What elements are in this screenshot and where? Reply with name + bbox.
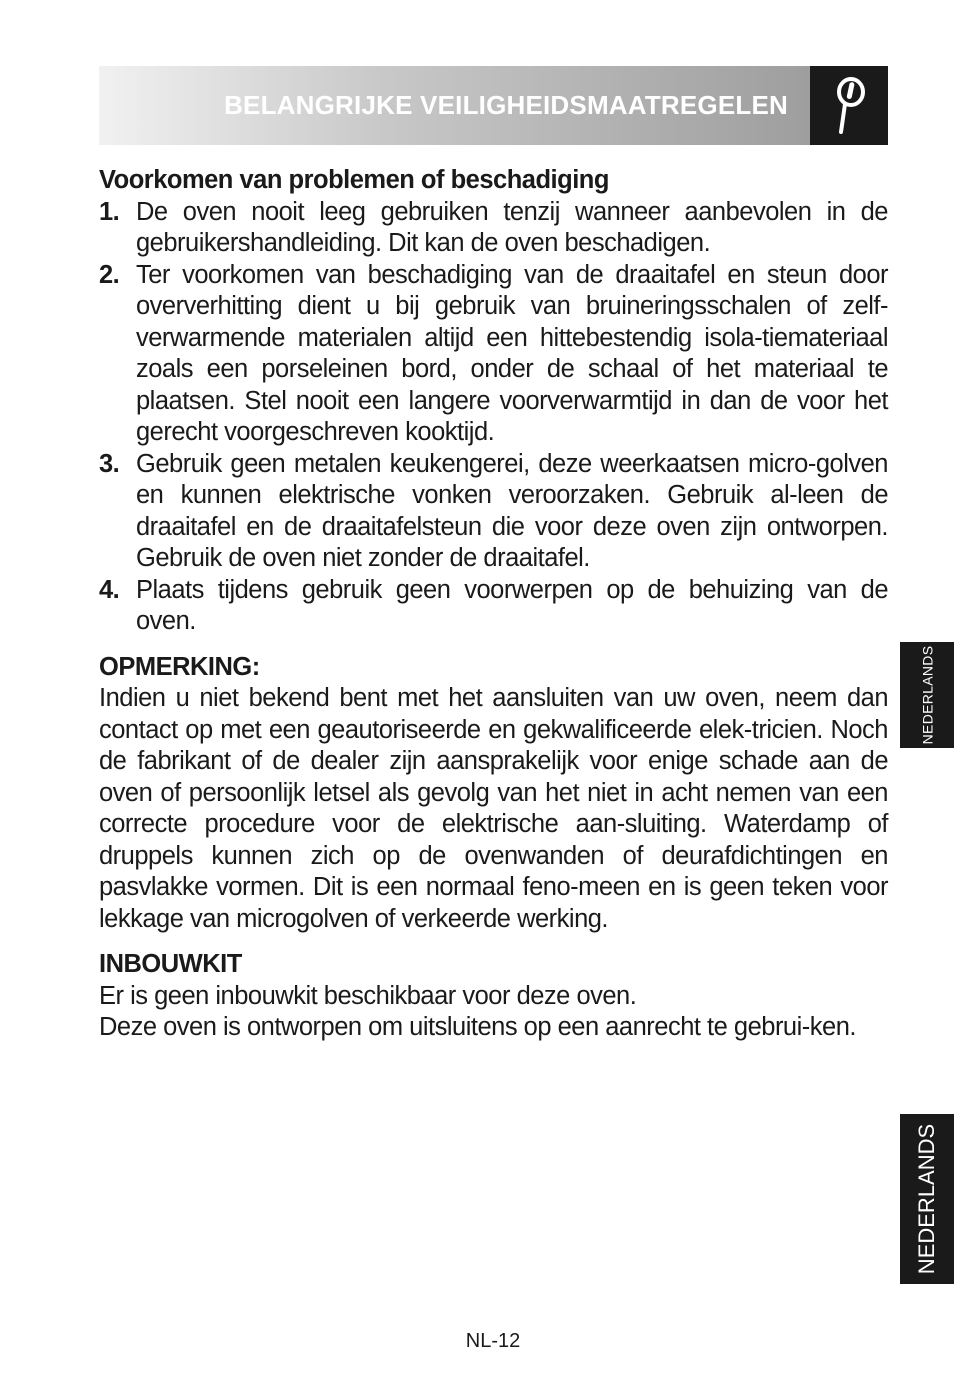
- list-item-number: 4.: [99, 575, 120, 604]
- note-paragraph: Indien u niet bekend bent met het aansluiten van uw oven, neem dan contact op met een geautoriseerde en gekwalificeerde elek-tricien. Noch de fabrikant of de dealer zijn aansprakelijk voor enige schade aan de oven of persoonlijk letsel als gevolg van het niet in acht nemen van een correcte procedure voor de elektrische aan-sluiting. Waterdamp of druppels kunnen zich op de ovenwanden of deurafdichtingen en pasvlakke vormen. Dit is een normaal feno-meen en is geen teken voor lekkage van microgolven of verkeerde werking.: [99, 684, 888, 933]
- list-item-text: Plaats tijdens gebruik geen voorwerpen op de behuizing van de oven.: [136, 575, 888, 635]
- page-number: NL-12: [465, 1330, 521, 1352]
- section-heading-builtin: INBOUWKIT: [99, 950, 242, 978]
- language-tab-small-label: NEDERLANDS: [919, 645, 936, 745]
- header-icon-box: [810, 66, 888, 145]
- builtin-line-2: Deze oven is ontworpen om uitsluitens op een aanrecht te gebrui-ken.: [99, 1013, 856, 1041]
- page-title: BELANGRIJKE VEILIGHEIDSMAATREGELEN: [224, 90, 788, 120]
- list-item-text: Gebruik geen metalen keukengerei, deze weerkaatsen micro-golven en kunnen elektrische vonken veroorzaken. Gebruik al-leen de draaitafel en de draaitafelsteun die voor deze oven zijn ontworpen. Gebruik de oven niet zonder de draaitafel.: [136, 449, 888, 572]
- list-item: [99, 260, 888, 449]
- main-content: [99, 165, 888, 1044]
- list-item-number: 3.: [99, 449, 120, 478]
- spacer: [99, 935, 888, 949]
- builtin-line-1: Er is geen inbouwkit beschikbaar voor deze oven.: [99, 981, 637, 1010]
- language-tab-large-label: NEDERLANDS: [914, 1123, 939, 1275]
- list-item-number: 2.: [99, 260, 120, 289]
- list-item-number: 1.: [99, 197, 120, 226]
- language-tab-small: [900, 642, 954, 748]
- list-item-text: De oven nooit leeg gebruiken tenzij wanneer aanbevolen in de gebruikershandleiding. Dit kan de oven beschadigen.: [136, 197, 888, 257]
- language-tab-large: [900, 1114, 954, 1284]
- spacer: [99, 638, 888, 652]
- warning-pin-icon: [832, 76, 866, 136]
- damage-list: [99, 197, 888, 638]
- section-heading-note: OPMERKING:: [99, 652, 260, 681]
- list-item-text: Ter voorkomen van beschadiging van de draaitafel en steun door oververhitting dient u bij gebruik van bruineringsschalen of zelf-verwarmende materialen altijd een hittebestendig isola-tiemateriaal zoals een porseleinen bord, onder de schaal of het materiaal te plaatsen. Stel nooit een langere voorverwarmtijd in dan de voor het gerecht voorgeschreven kooktijd.: [136, 260, 888, 446]
- list-item: [99, 575, 888, 638]
- section-heading-damage: Voorkomen van problemen of beschadiging: [99, 166, 609, 194]
- list-item: [99, 197, 888, 260]
- list-item: [99, 449, 888, 575]
- header-bar: [99, 66, 810, 145]
